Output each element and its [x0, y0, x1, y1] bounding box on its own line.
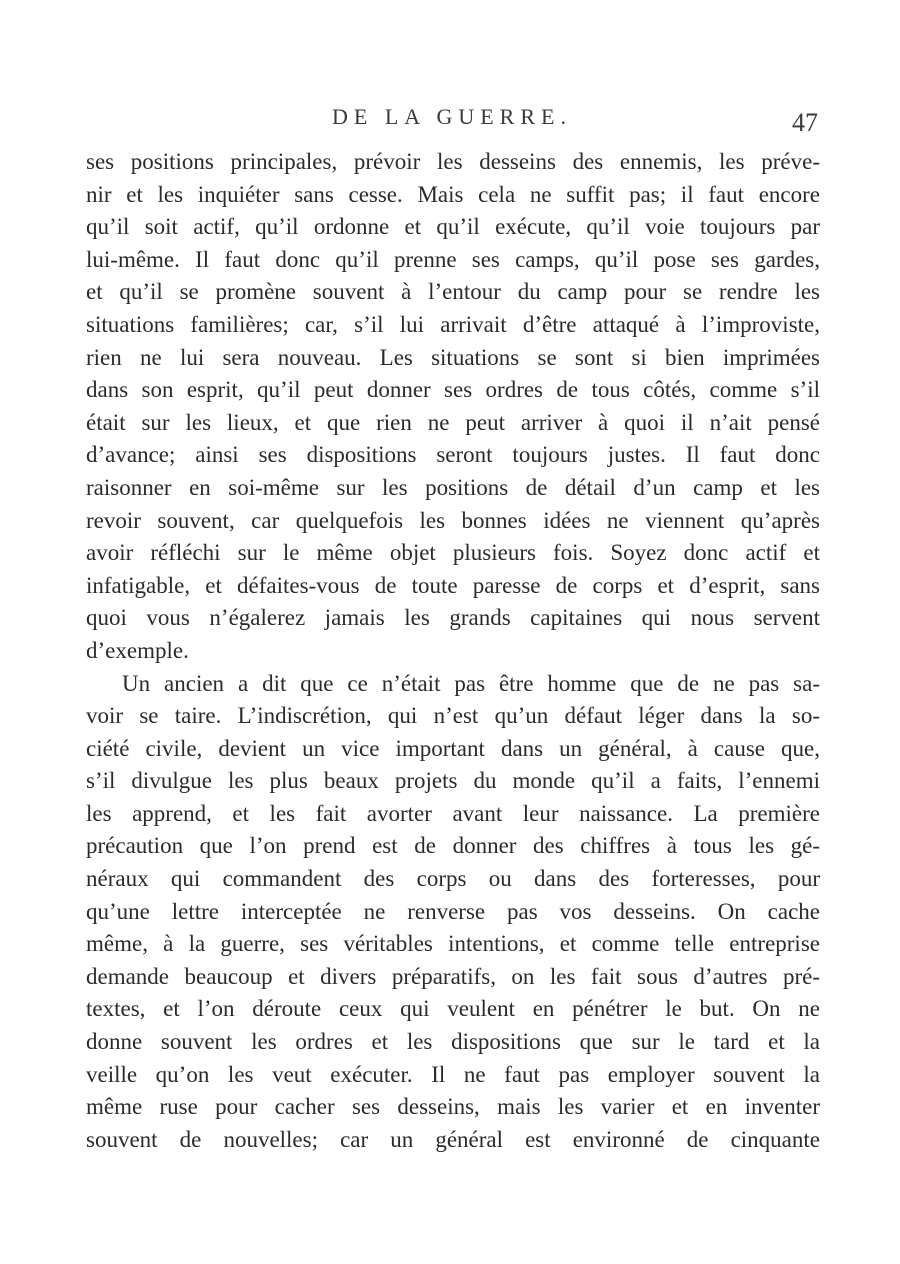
text-line: d’exemple.	[86, 637, 189, 663]
text-line: dans son esprit, qu’il peut donner ses ordres de tous côtés, comme s’il	[86, 377, 820, 403]
text-line: revoir souvent, car quelquefois les bonnes idées ne viennent qu’après	[86, 507, 820, 533]
body-text	[86, 146, 820, 1156]
text-line: infatigable, et défaites-vous de toute paresse de corps et d’esprit, sans	[86, 572, 820, 598]
text-line: lui-même. Il faut donc qu’il prenne ses camps, qu’il pose ses gardes,	[86, 246, 820, 272]
text-line: Un ancien a dit que ce n’était pas être homme que de ne pas sa-	[122, 670, 820, 696]
text-line: s’il divulgue les plus beaux projets du monde qu’il a faits, l’ennemi	[86, 768, 820, 794]
text-line: les apprend, et les fait avorter avant leur naissance. La première	[86, 800, 820, 826]
text-line: qu’il soit actif, qu’il ordonne et qu’il exécute, qu’il voie toujours par	[86, 214, 820, 240]
text-line: néraux qui commandent des corps ou dans des forteresses, pour	[86, 866, 820, 892]
text-line: ses positions principales, prévoir les desseins des ennemis, les préve-	[86, 149, 820, 174]
paragraph-1	[86, 146, 820, 668]
text-line: ciété civile, devient un vice important dans un général, à cause que,	[86, 735, 820, 761]
text-line: même, à la guerre, ses véritables intentions, et comme telle entreprise	[86, 931, 820, 957]
paragraph-2	[86, 668, 820, 1157]
text-line: demande beaucoup et divers préparatifs, on les fait sous d’autres pré-	[86, 963, 820, 989]
text-line: situations familières; car, s’il lui arrivait d’être attaqué à l’improviste,	[86, 311, 820, 337]
text-line: était sur les lieux, et que rien ne peut arriver à quoi il n’ait pensé	[86, 409, 820, 435]
text-line: nir et les inquiéter sans cesse. Mais cela ne suffit pas; il faut encore	[86, 181, 820, 207]
text-line: rien ne lui sera nouveau. Les situations se sont si bien imprimées	[86, 344, 820, 370]
text-line: avoir réfléchi sur le même objet plusieurs fois. Soyez donc actif et	[86, 540, 820, 566]
text-line: donne souvent les ordres et les dispositions que sur le tard et la	[86, 1029, 820, 1055]
running-title: DE LA GUERRE.	[332, 104, 572, 129]
text-line: et qu’il se promène souvent à l’entour du camp pour se rendre les	[86, 279, 820, 305]
text-line: quoi vous n’égalerez jamais les grands capitaines qui nous servent	[86, 605, 820, 631]
running-head	[84, 104, 820, 136]
text-line: voir se taire. L’indiscrétion, qui n’est qu’un défaut léger dans la so-	[86, 703, 820, 729]
page-number: 47	[792, 108, 818, 137]
text-line: raisonner en soi-même sur les positions de détail d’un camp et les	[86, 474, 820, 500]
text-line: veille qu’on les veut exécuter. Il ne faut pas employer souvent la	[86, 1061, 820, 1087]
text-line: précaution que l’on prend est de donner des chiffres à tous les gé-	[86, 833, 820, 859]
text-line: textes, et l’on déroute ceux qui veulent en pénétrer le but. On ne	[86, 996, 820, 1022]
text-line: même ruse pour cacher ses desseins, mais les varier et en inventer	[86, 1094, 820, 1120]
text-line: d’avance; ainsi ses dispositions seront toujours justes. Il faut donc	[86, 442, 820, 468]
text-line: souvent de nouvelles; car un général est environné de cinquante	[86, 1126, 820, 1152]
text-line: qu’une lettre interceptée ne renverse pas vos desseins. On cache	[86, 898, 820, 924]
